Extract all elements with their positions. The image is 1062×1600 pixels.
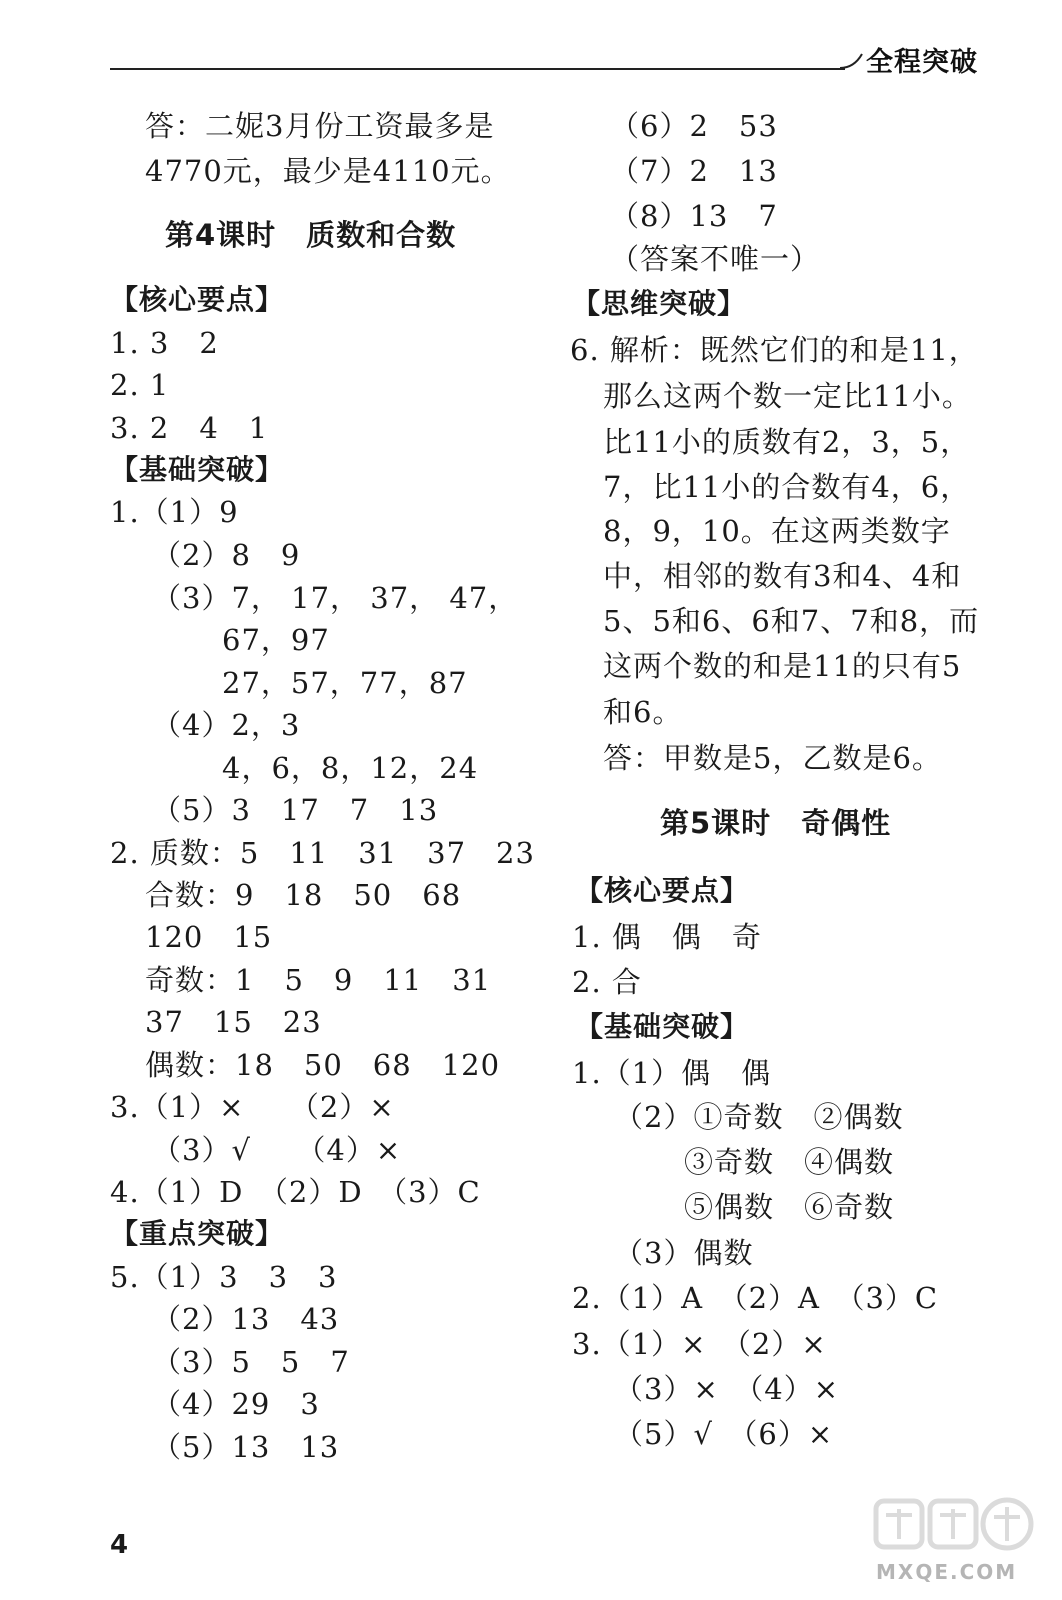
- page-number: 4: [110, 1530, 129, 1560]
- answer-line: 1.（1）偶 偶: [572, 1056, 772, 1090]
- answer-line: 2. 1: [110, 368, 170, 402]
- lesson-title: 第4课时 质数和合数: [165, 218, 457, 252]
- answer-line: 4.（1）D （2）D （3）C: [110, 1175, 481, 1209]
- explanation-line: 中，相邻的数有3和4、4和: [603, 559, 962, 593]
- answer-line: （6）2 53: [610, 109, 778, 143]
- answer-line: （3）偶数: [614, 1236, 754, 1270]
- answer-line: （5）3 17 7 13: [152, 793, 439, 827]
- answer-line: 2.（1）A （2）A （3）C: [572, 1281, 939, 1315]
- answer-line: 答：甲数是5，乙数是6。: [603, 741, 942, 775]
- watermark-text: MXQE.COM: [876, 1560, 1018, 1584]
- header-swoosh-icon: [840, 50, 864, 70]
- explanation-line: 这两个数的和是11的只有5: [603, 649, 962, 683]
- section-title: 【思维突破】: [572, 287, 747, 320]
- answer-line: 27，57，77，87: [222, 666, 468, 700]
- answer-line: 4770元，最少是4110元。: [145, 154, 511, 188]
- answer-line: 120 15: [145, 920, 273, 954]
- explanation-line: 和6。: [603, 695, 683, 729]
- answer-line: （4）2，3: [152, 708, 301, 742]
- section-title: 【基础突破】: [110, 453, 285, 486]
- answer-line: （2）13 43: [152, 1302, 340, 1336]
- answer-line: （8）13 7: [610, 199, 778, 233]
- answer-line: 合数：9 18 50 68: [145, 878, 462, 912]
- answer-line: （2）8 9: [152, 538, 301, 572]
- section-title: 【核心要点】: [110, 283, 285, 316]
- answer-line: （3）7， 17， 37， 47，: [152, 581, 519, 615]
- answer-line: （3）5 5 7: [152, 1345, 350, 1379]
- answer-line: （5）13 13: [152, 1430, 340, 1464]
- header-rule: [110, 68, 845, 70]
- answer-line: 2. 质数：5 11 31 37 23: [110, 836, 535, 870]
- answer-line: （3）√ （4）×: [152, 1133, 402, 1167]
- section-title: 【重点突破】: [110, 1217, 285, 1250]
- answer-line: 3.（1）× （2）×: [110, 1090, 395, 1124]
- header-brand: 全程突破: [866, 47, 978, 78]
- section-title: 【核心要点】: [575, 874, 750, 907]
- answer-line: 1. 3 2: [110, 326, 219, 360]
- answer-line: （2）①奇数 ②偶数: [614, 1100, 904, 1134]
- answer-line: （4）29 3: [152, 1387, 320, 1421]
- explanation-line: 那么这两个数一定比11小。: [603, 379, 972, 413]
- answer-line: （5）√ （6）×: [614, 1417, 834, 1451]
- answer-line: 3.（1）× （2）×: [572, 1327, 827, 1361]
- answer-line: 2. 合: [572, 965, 642, 999]
- answer-note: （答案不唯一）: [610, 242, 821, 276]
- section-title: 【基础突破】: [575, 1010, 750, 1043]
- answer-line: 4，6，8，12，24: [222, 751, 479, 785]
- answer-line: 偶数：18 50 68 120: [145, 1048, 501, 1082]
- explanation-line: 比11小的质数有2，3，5，: [603, 425, 971, 459]
- answer-line: 37 15 23: [145, 1005, 322, 1039]
- answer-line: 5.（1）3 3 3: [110, 1260, 338, 1294]
- answer-line: 1. 偶 偶 奇: [572, 920, 762, 954]
- answer-line: 答：二妮3月份工资最多是: [145, 109, 495, 143]
- explanation-line: 7，比11小的合数有4，6，: [603, 470, 971, 504]
- explanation-line: 8，9，10。在这两类数字: [603, 514, 951, 548]
- answer-line: 奇数：1 5 9 11 31: [145, 963, 492, 997]
- answer-line: ③奇数 ④偶数: [684, 1145, 895, 1179]
- answer-line: 3. 2 4 1: [110, 411, 269, 445]
- explanation-line: 6. 解析：既然它们的和是11，: [570, 333, 979, 367]
- answer-line: 67，97: [222, 623, 330, 657]
- answer-line: ⑤偶数 ⑥奇数: [684, 1190, 895, 1224]
- explanation-line: 5、5和6、6和7、7和8，而: [603, 604, 980, 638]
- answer-line: （7）2 13: [610, 154, 778, 188]
- answer-line: 1.（1）9: [110, 495, 239, 529]
- lesson-title: 第5课时 奇偶性: [660, 806, 892, 840]
- answer-line: （3）× （4）×: [614, 1372, 839, 1406]
